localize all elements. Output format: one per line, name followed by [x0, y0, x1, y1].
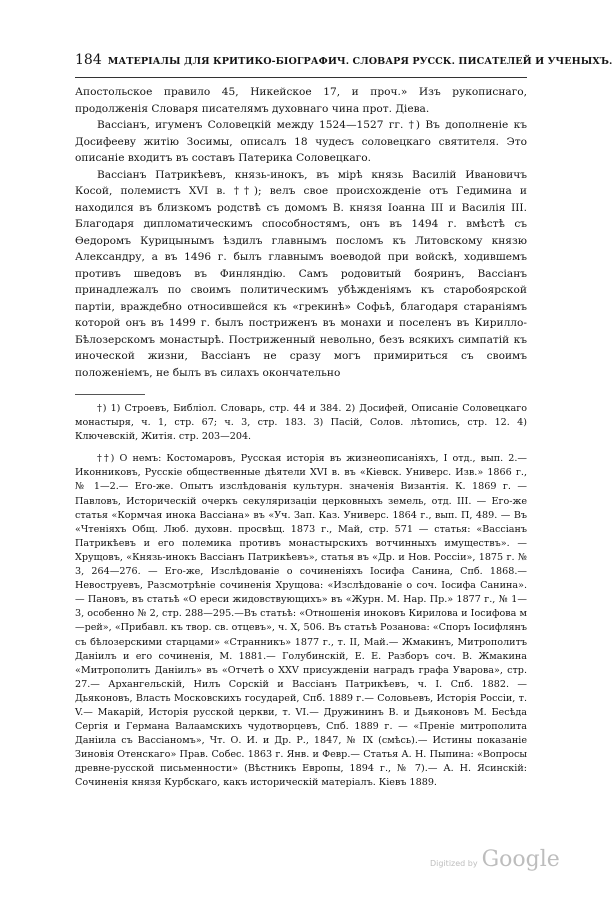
paragraph-vassian-patrikeev: Вассіанъ Патрикѣевъ, князь-инокъ, въ мірѣ князь Василій Ивановичъ Косой, полемистъ XVI в. ††); велъ свое происхожденіе отъ Гедимина и находился въ близкомъ родствѣ съ домомъ В. князя Іоанна III и Василія III. Благодаря дипломатическимъ способностямъ, онъ въ 1494 г. вмѣстѣ съ Ѳедоромъ Курицынымъ ѣздилъ главнымъ посломъ къ Литовскому князю Александру, а въ 1496 г. былъ главнымъ воеводой при войскѣ, ходившемъ противъ шведовъ въ Финляндію. Самъ родовитый бояринъ, Вассіанъ принадлежалъ по своимъ политическимъ убѣжденіямъ къ старобоярской партіи, враждебно относившейся къ «грекинѣ» Софьѣ, благодаря стараніямъ которой онъ въ 1499 г. былъ постриженъ въ монахи и поселенъ въ Кирилло-Бѣлозерскомъ монастырѣ. Постриженный невольно, безъ всякихъ симпатій къ иноческой жизни, Вассіанъ не сразу могъ примириться съ своимъ положеніемъ, не былъ въ силахъ окончательно — [75, 168, 527, 379]
main-text — [75, 84, 527, 381]
watermark-digitized-by: Digitized by — [430, 859, 478, 868]
footnotes — [75, 402, 527, 791]
page-header — [75, 52, 612, 74]
header-rule — [75, 77, 527, 78]
paragraph-continuation: Апостольское правило 45, Никейское 17, и проч.» Изъ рукописнаго, продолженія Словаря писателямъ духовнаго чина прот. Діева. — [75, 86, 527, 115]
paragraph-vassian-igumen: Вассіанъ, игуменъ Соловецкій между 1524—1527 гг. †) Въ дополненіе къ Досифееву житію Зосимы, описалъ 18 чудесъ соловецкаго святителя. Это описаніе входитъ въ составъ Патерика Соловецкаго. — [75, 119, 527, 164]
footnote-2: ††) О немъ: Костомаровъ, Русская исторія въ жизнеописаніяхъ, I отд., вып. 2.—Иконниковъ, Русскіе общественные дѣятели XVI в. въ «Кіевск. Универс. Изв.» 1866 г., № 1—2.— Его-же. Опытъ изслѣдованія культурн. значенія Византія. К. 1869 г. — Павловъ, Историческій очеркъ секуляризаціи церковныхъ земель, отд. III. — Его-же статья «Кормчая инока Вассіана» въ «Уч. Зап. Каз. Универс. 1864 г., вып. П, 489. — Въ «Чтеніяхъ Общ. Люб. духовн. просвѣщ. 1873 г., Май, стр. 571 — статья: «Вассіанъ Патрикѣевъ и его полемика противъ монастырскихъ вотчинныхъ имуществъ». — Хрущовъ, «Князь-инокъ Вассіанъ Патрикѣевъ», статья въ «Др. и Нов. Россіи», 1875 г. № 3, 264—276. — Его-же, Изслѣдованіе о сочиненіяхъ Іосифа Санина, Спб. 1868.— Невоструевъ, Разсмотрѣніе сочиненія Хрущова: «Изслѣдованіе о соч. Іосифа Санина». — Пановъ, въ статьѣ «О ереси жидовствующихъ» въ «Журн. М. Нар. Пр.» 1877 г., № 1—3, особенно № 2, стр. 288—295.—Въ статьѣ: «Отношенія иноковъ Кирилова и Іосифова м—рей», «Прибавл. къ твор. св. отцевъ», ч. X, 506. Въ статьѣ Розанова: «Споръ Іосифлянъ съ бѣлозерскими старцами» «Странникъ» 1877 г., т. II, Май.— Жмакинъ, Митрополитъ Даніилъ и его сочиненія, М. 1881.— Голубинскій, Е. Е. Разборъ соч. В. Жмакина «Митрополитъ Даніилъ» въ «Отчетѣ о XXV присужденіи наградъ графа Уварова», стр. 27.— Архангельскій, Нилъ Сорскій и Вассіанъ Патрикѣевъ, ч. I. Спб. 1882. — Дьяконовъ, Власть Московскихъ государей, Спб. 1889 г.— Соловьевъ, Исторія Россіи, т. V.— Макарій, Исторія русской церкви, т. VI.— Дружининъ В. и Дьяконовъ М. Бесѣда Сергія и Германа Валаамскихъ чудотворцевъ, Спб. 1889 г. — «Преніе митрополита Даніила съ Вассіаномъ», Чт. О. И. и Др. Р., 1847, № IX (смѣсь).— Истины показаніе Зиновія Отенскаго» Прав. Собес. 1863 г. Янв. и Февр.— Статья А. Н. Пыпина: «Вопросы древне-русской письменности» (Вѣстникъ Европы, 1894 г., № 7).— А. Н. Ясинскій: Сочиненія князя Курбскаго, какъ историческій матеріалъ. Кіевъ 1889. — [75, 453, 527, 789]
running-title: МАТЕРІАЛЫ ДЛЯ КРИТИКО-БІОГРАФИЧ. СЛОВАРЯ РУССК. ПИСАТЕЛЕЙ И УЧЕНЫХЪ. — [107, 56, 612, 67]
page-number: 184 — [75, 52, 102, 68]
google-logo: Google — [481, 847, 560, 872]
google-watermark — [430, 847, 560, 879]
footnote-1: †) 1) Строевъ, Библіол. Словарь, стр. 44 и 384. 2) Досифей, Описаніе Соловецкаго монастыря, ч. 1, стр. 67; ч. 3, стр. 183. 3) Пасій, Солов. лѣтопись, стр. 12. 4) Ключевскій, Житія. стр. 203—204. — [75, 403, 527, 443]
footnote-separator — [75, 394, 145, 395]
